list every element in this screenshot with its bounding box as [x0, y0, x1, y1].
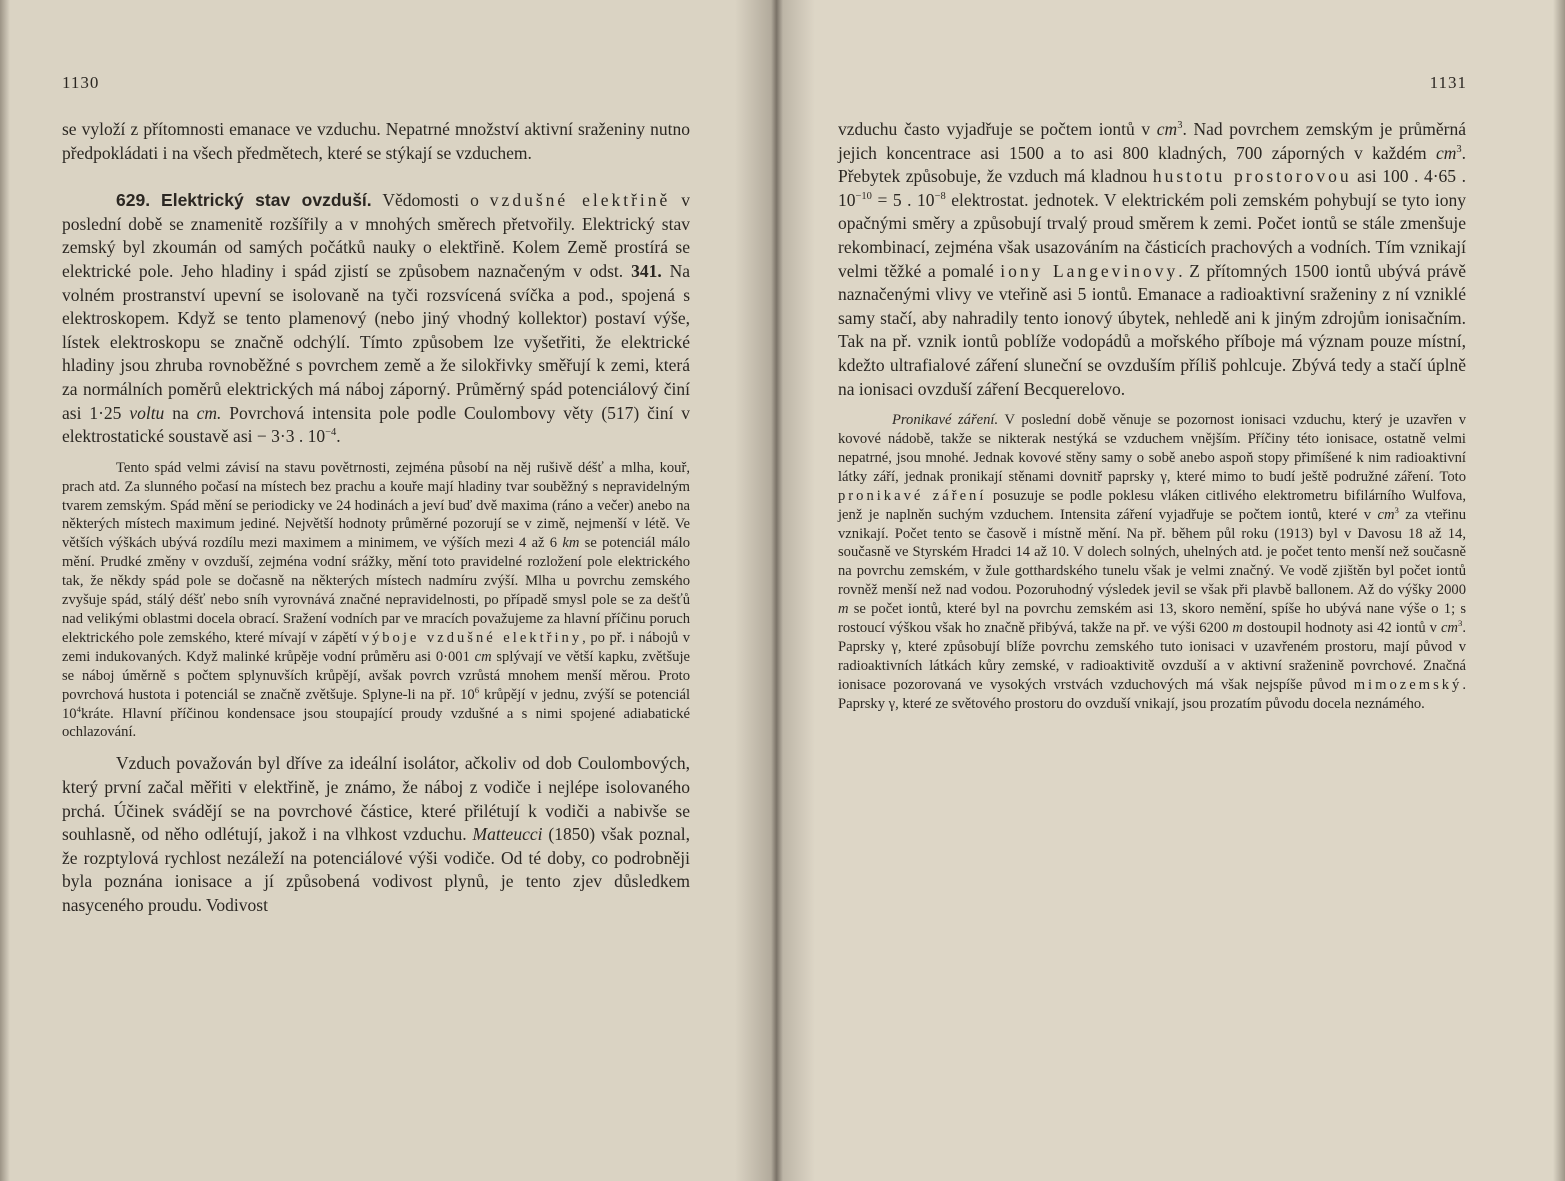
- right-text-column: [838, 118, 1466, 714]
- text-run: Vzduch považován byl dříve za ideální isolátor, ačkoliv od dob Coulombových, který první začal měřiti v elektřině, je známo, že náboj z vodiče i nejlépe isolovaného prchá. Účinek svádějí se na povrchové částice, které přilétují k vodiči a nabivše se souhlasně, od něho odlétují, jakož i na vlhkost vzduchu.: [62, 753, 690, 845]
- text-run: se počet iontů, které byl na povrchu zemském asi 13, skoro nemění, spíše ho ubývá nane výše o 1; s rostoucí výškou však ho značně přibývá, takže na př. ve výši 6200: [838, 601, 1466, 637]
- exponent: −10: [855, 190, 872, 202]
- intro-paragraph: se vyloží z přítomnosti emanace ve vzduchu. Nepatrné množství aktivní sraženiny nutno předpokládati i na všech předmětech, které se stýkají se vzduchem.: [62, 119, 690, 163]
- unit: cm: [1440, 620, 1458, 637]
- text-run: krůpějí v jednu, zvýší se potenciál 10: [62, 686, 690, 722]
- text-run: . Přebytek způsobuje, že vzduch má kladnou: [838, 142, 1466, 187]
- exponent: 4: [76, 703, 81, 714]
- text-run: Na volném prostranství upevní se isolovaně na tyči rozsvícená svíčka a pod., spojená s elektroskopem. Když se tento plamenový (nebo jiný vhodný kollektor) postaví výše, lístek elektroskopu se značně odchýlí. Tímto způsobem lze vyšetřiti, že elektrické hladiny jsou zhruba rovnoběžné s povrchem země a že silokřivky směřují k zemi, která za normálních poměrů elektrických má náboj záporný. Průměrný spád potenciálový činí asi 1·25: [62, 260, 691, 423]
- exponent: 6: [474, 684, 480, 695]
- page-number: 1130: [62, 73, 100, 92]
- conductivity-paragraph: [62, 752, 690, 917]
- text-run: dostoupil hodnoty asi 42 iontů v: [1246, 620, 1437, 637]
- unit: cm.: [196, 402, 222, 423]
- spaced-term: mimozemský: [1353, 676, 1463, 693]
- section-title: Elektrický stav ovzduší.: [161, 190, 372, 211]
- text-run: asi 100 . 4·65 . 10: [838, 166, 1467, 210]
- page-number: 1131: [1429, 73, 1467, 92]
- exponent: 3: [1457, 618, 1463, 629]
- cross-reference: 341.: [631, 260, 662, 281]
- text-run: , po př. i nábojů v zemi indukovaných. Když malinké krůpěje vodní průměru asi 0·001: [62, 629, 690, 665]
- text-run: .: [336, 426, 341, 447]
- unit: cm: [474, 648, 492, 665]
- text-run: Tento spád velmi závisí na stavu povětrnosti, zejména působí na něj rušivě déšť a mlha, kouř, prach atd. Za slunného počasí na místech bez prachu a kouře mají hladiny tvar souběžný s nepravidelným tvarem zemským. Spád mění se periodicky ve 24 hodinách a jeví buď dvě maxima (ráno a večer) anebo na některých místech maximum jediné. Největší hodnoty průměrné pozorují se v zimě, nejmenší v létě. Ve větších výškách ubývá rozdílu mezi maximem a minimem, ve výších mezi 4 až 6: [62, 459, 690, 552]
- spaced-term: vzdušné elektřině: [489, 190, 671, 211]
- text-run: vzduchu často vyjadřuje se počtem iontů v: [838, 119, 1151, 139]
- text-run: . Paprsky γ, které způsobují blíže povrchu zemského tuto ionisaci v uzavřeném prostoru, mají původ v radioaktivních látkách kůry zemské, v radioaktivitě ovzduší a v aktivní sraženině povrchové. Značná ionisace pozorovaná ve vysokých vrstvách vzduchových má však nejspíše původ: [838, 620, 1467, 693]
- text-run: V poslední době věnuje se pozornost ionisaci vzduchu, který je uzavřen v kovové nádobě, takže se nikterak nestýká se vzduchem vnějším. Příčiny této ionisace, ostatně velmi nepatrné, jsou mnohé. Jednak kovové stěny samy o sobě anebo aspoň stopy přimíšené k nim radioaktivní látky září, jednak pronikají stěnami dovnitř paprsky γ, které mimo to budí ještě podružné záření. Toto: [838, 412, 1466, 485]
- page-edge-shadow: [0, 0, 10, 1181]
- unit: m: [1232, 620, 1243, 637]
- text-run: . Nad povrchem zemským je průměrná jejich koncentrace asi 1500 a to asi 800 kladných, 700 záporných v každém: [838, 119, 1466, 163]
- spaced-term: hustotu prostorovou: [1152, 166, 1352, 187]
- left-page: [0, 0, 776, 1181]
- text-run: . Paprsky γ, které ze světového prostoru do ovzduší vnikají, jsou prozatím původu docela neznámého.: [838, 676, 1466, 712]
- text-run: za vteřinu vznikají. Počet tento se časově i místně mění. Na př. během půl roku (1913) byl v Davosu 18 až 14, současně ve Styrském Hradci 14 až 10. V dolech solných, uhelných atd. je počet tento menší než současně na povrchu zemském, v žule gotthardského tunelu však je velmi značný. Ve vodě zjištěn byl počet iontů rovněž menší než nad vodou. Pozoruhodný výsledek jevil se však při plavbě ballonem. Až do výšky 2000: [838, 506, 1466, 599]
- section-629-paragraph: [62, 189, 690, 449]
- paragraph-lead: Pronikavé záření.: [892, 412, 999, 429]
- text-run: (1850) však poznal, že rozptylová rychlost nezáleží na potenciálové výši vodiče. Od té doby, co podrobněji byla poznána ionisace a jí způsobená vodivost plynů, je tento zjev důsledkem nasyceného proudu. Vodivost: [62, 824, 690, 915]
- unit: cm: [1377, 506, 1395, 523]
- exponent: −8: [934, 190, 946, 202]
- spaced-term: pronikavé záření: [838, 487, 987, 504]
- text-run: na: [172, 402, 189, 423]
- exponent: 3: [1177, 120, 1183, 132]
- exponent: 3: [1456, 143, 1462, 155]
- spaced-term: výboje vzdušné elektřiny: [361, 629, 583, 646]
- text-run: Povrchová intensita pole podle Coulombovy věty (517) činí v elektrostatické soustavě asi − 3·3 . 10: [62, 402, 690, 447]
- spaced-term: iony Langevinovy: [1000, 260, 1179, 281]
- text-run: = 5 . 10: [877, 189, 935, 210]
- book-gutter: [735, 0, 815, 1181]
- person-name: Matteucci: [472, 824, 543, 845]
- exponent: −4: [325, 427, 337, 439]
- text-run: Vědomosti o: [382, 190, 479, 211]
- section-number: 629.: [116, 190, 151, 211]
- unit: m: [838, 601, 849, 618]
- unit: voltu: [129, 402, 165, 423]
- small-print-paragraph: [62, 459, 690, 743]
- page-edge-shadow: [1553, 0, 1565, 1181]
- unit: cm: [1156, 119, 1178, 139]
- text-run: kráte. Hlavní příčinou kondensace jsou stoupající proudy vzdušné a s nimi spojené adiabatické ochlazování.: [62, 705, 690, 741]
- ion-concentration-paragraph: [838, 118, 1466, 401]
- text-run: posuzuje se podle poklesu vláken citlivého elektrometru bifilárního Wulfova, jenž je naplněn suchým vzduchem. Intensita záření vyjadřuje se počtem iontů, které v: [838, 487, 1466, 523]
- penetrating-radiation-paragraph: [838, 411, 1466, 714]
- text-run: v poslední době se znamenitě rozšířily a v mnohých směrech přetvořily. Elektrický stav zemský byl zkoumán od samých počátků nauky o elektřině. Kolem Země prostírá se elektrické pole. Jeho hladiny i spád zjistí se způsobem naznačeným v odst.: [62, 190, 691, 281]
- text-run: . Z přítomných 1500 iontů ubývá právě naznačenými vlivy ve vteřině asi 5 iontů. Emanace a radioaktivní sraženiny z ní vzniklé samy stačí, aby nahradily tento ionový úbytek, nehledě ani k jiným zdrojům ionisačním. Tak na př. vznik iontů poblíže vodopádů a mořského příboje má význam pouze místní, kdežto ultrafialové záření sluneční se ovzduším příliš pohlcuje. Zbývá tedy a stačí úplně na ionisaci ovzduší záření Becquerelovo.: [838, 260, 1466, 399]
- unit: cm: [1435, 142, 1457, 163]
- text-run: se potenciál málo mění. Prudké změny v ovzduší, zejména vodní srážky, mění toto pravidelné rozložení pole elektrického tak, že někdy spád pole se dočasně na některých místech nadmíru zvýší. Mlha u povrchu zemského zvyšuje spád, stálý déšť nebo sníh vyrovnává značné nepravidelnosti, po případě smysl pole se za dešťů nad velikými oblastmi docela obrací. Sražení vodních par ve mracích považujeme za hlavní příčinu poruch elektrického pole zemského, které mívají v zápětí: [62, 535, 690, 646]
- exponent: 3: [1394, 504, 1399, 515]
- text-run: elektrostat. jednotek. V elektrickém poli zemském pohybují se tyto iony opačnými směry a způsobují trvalý proud směrem k zemi. Počet iontů se stále zmenšuje rekombinací, zejména však usazováním na částicích prachových a vodních. Tím vznikají velmi těžké a pomalé: [838, 189, 1467, 281]
- left-text-column: [62, 118, 690, 917]
- text-run: splývají ve větší kapku, zvětšuje se náboj úměrně s počtem splynuvších krůpějí, avšak povrch vzrůstá mnohem menší měrou. Proto povrchová hustota i potenciál se značně zvětšuje. Splyne-li na př. 10: [62, 648, 690, 703]
- unit: km: [562, 535, 580, 552]
- right-page: [776, 0, 1565, 1181]
